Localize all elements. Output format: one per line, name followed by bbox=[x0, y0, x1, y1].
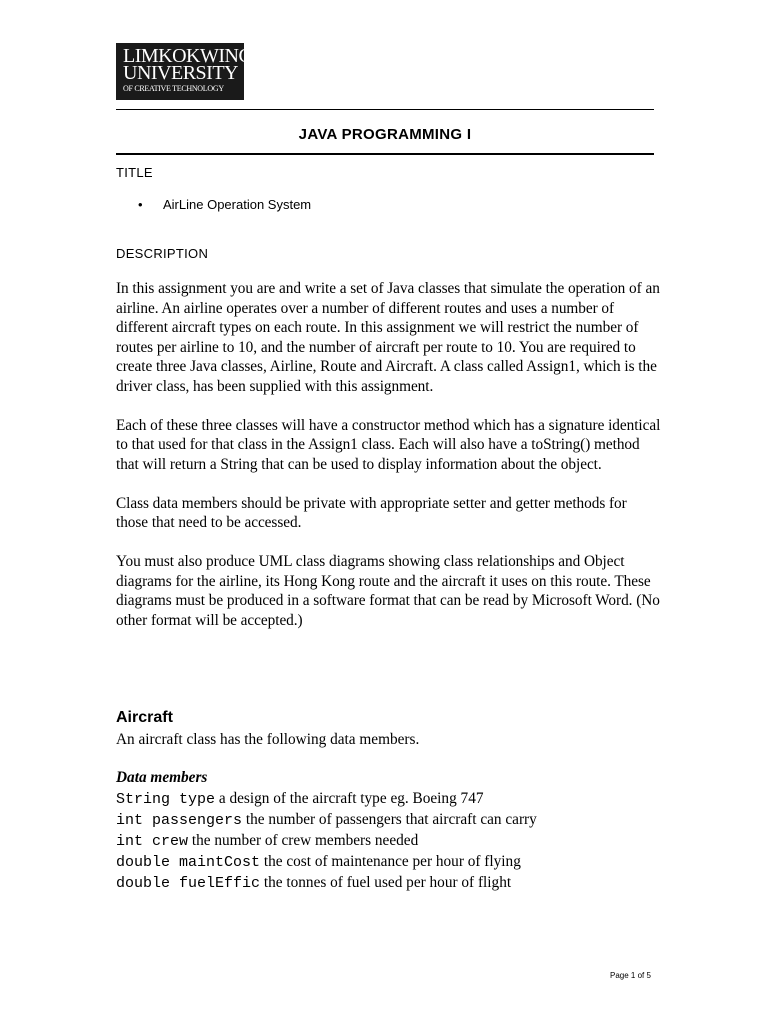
data-member-row bbox=[116, 851, 537, 872]
university-logo bbox=[116, 43, 253, 100]
data-member-row bbox=[116, 872, 537, 893]
data-members-list bbox=[116, 788, 537, 893]
member-desc: the number of crew members needed bbox=[191, 832, 419, 849]
logo-line-3: OF CREATIVE TECHNOLOGY bbox=[123, 84, 224, 93]
paragraph: In this assignment you are and write a set of Java classes that simulate the operation of an airline. An airline operates over a number of different routes and uses a number of different aircraft types on each route. In this assignment we will restrict the number of routes per airline to 10, and the number of aircraft per route to 10. You are required to create three Java classes, Airline, Route and Aircraft. A class called Assign1, which is the driver class, has been supplied with this assignment. bbox=[116, 280, 660, 395]
page-number: Page 1 of 5 bbox=[610, 971, 651, 980]
title-bullet bbox=[138, 197, 311, 212]
description-body bbox=[116, 279, 661, 650]
member-desc: a design of the aircraft type eg. Boeing 747 bbox=[218, 790, 484, 807]
header-top-rule bbox=[116, 109, 654, 110]
data-members-heading: Data members bbox=[116, 769, 208, 786]
aircraft-heading: Aircraft bbox=[116, 709, 173, 726]
logo-line-1: LIMKOKWING bbox=[123, 45, 253, 67]
description-label: DESCRIPTION bbox=[116, 246, 209, 261]
member-code: double fuelEffic bbox=[116, 875, 261, 892]
logo-line-2: UNIVERSITY bbox=[123, 62, 238, 84]
data-member-row bbox=[116, 809, 537, 830]
member-desc: the cost of maintenance per hour of flying bbox=[263, 853, 521, 870]
member-desc: the number of passengers that aircraft can carry bbox=[245, 811, 537, 828]
member-desc: the tonnes of fuel used per hour of flight bbox=[263, 874, 512, 891]
paragraph: You must also produce UML class diagrams showing class relationships and Object diagrams for the airline, its Hong Kong route and the aircraft it uses on this route. These diagrams must be produced in a software format that can be read by Microsoft Word. (No other format will be accepted.) bbox=[116, 553, 660, 629]
data-member-row bbox=[116, 788, 537, 809]
member-code: double maintCost bbox=[116, 854, 261, 871]
paragraph: Class data members should be private with appropriate setter and getter methods for those that need to be accessed. bbox=[116, 494, 627, 531]
title-label: TITLE bbox=[116, 165, 153, 180]
member-code: int passengers bbox=[116, 812, 243, 829]
member-code: int crew bbox=[116, 833, 189, 850]
title-bullet-text: AirLine Operation System bbox=[163, 197, 312, 212]
aircraft-intro: An aircraft class has the following data members. bbox=[116, 731, 420, 748]
paragraph: Each of these three classes will have a constructor method which has a signature identical to that used for that class in the Assign1 class. Each will also have a toString() method that will return a String that can be used to display information about the object. bbox=[116, 416, 661, 473]
member-code: String type bbox=[116, 791, 216, 808]
bullet-dot-icon: • bbox=[138, 197, 143, 212]
course-title: JAVA PROGRAMMING I bbox=[298, 126, 472, 143]
data-member-row bbox=[116, 830, 537, 851]
header-bottom-rule bbox=[116, 153, 654, 155]
